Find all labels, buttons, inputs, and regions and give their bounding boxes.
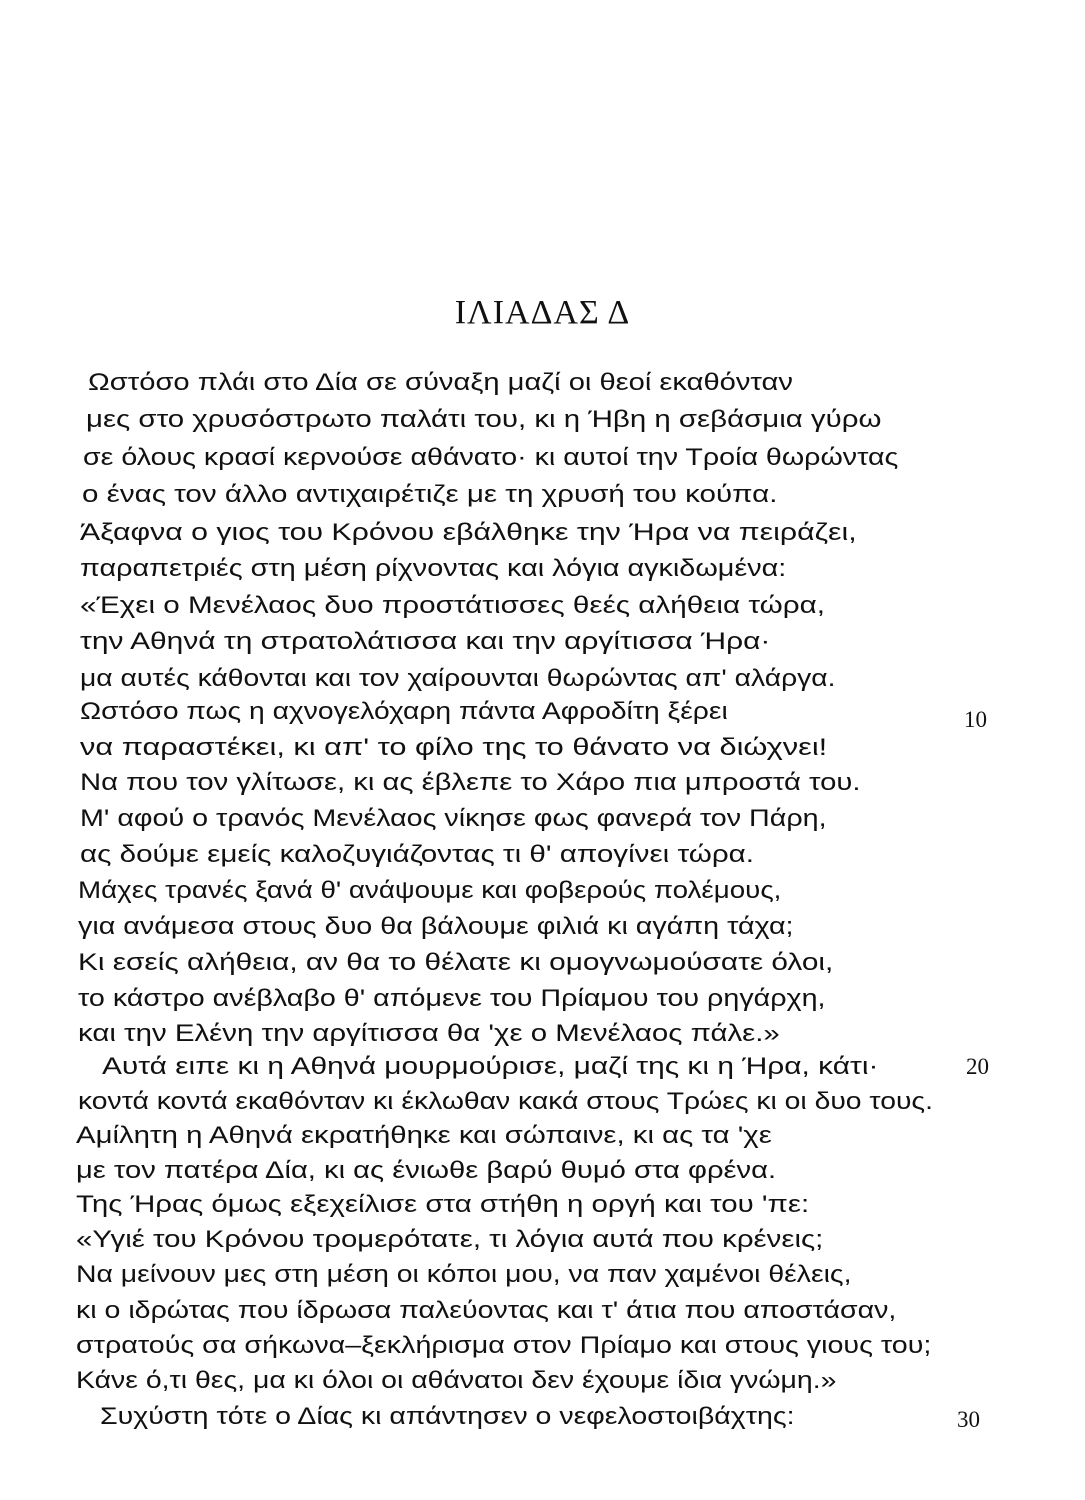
- poem-line: Μάχες τρανές ξανά θ' ανάψουμε και φοβερούς πολέμους,: [78, 877, 782, 904]
- poem-line: παραπετριές στη μέση ρίχνοντας και λόγια αγκιδωμένα:: [80, 555, 787, 582]
- poem-line: Κάνε ό,τι θες, μα κι όλοι οι αθάνατοι δεν έχουμε ίδια γνώμη.»: [76, 1367, 837, 1394]
- poem-line: μα αυτές κάθονται και τον χαίρουνται θωρώντας απ' αλάργα.: [80, 665, 836, 692]
- poem-line: «Έχει ο Μενέλαος δυο προστάτισσες θεές αλήθεια τώρα,: [80, 592, 825, 619]
- poem-line: Κι εσείς αλήθεια, αν θα το θέλατε κι ομογνωμούσατε όλοι,: [78, 949, 834, 976]
- poem-line: ο ένας τον άλλο αντιχαιρέτιζε με τη χρυσή του κούπα.: [82, 481, 778, 508]
- poem-line: «Υγιέ του Κρόνου τρομερότατε, τι λόγια αυτά που κρένεις;: [76, 1226, 824, 1253]
- poem-line: με τον πατέρα Δία, κι ας ένιωθε βαρύ θυμό στα φρένα.: [76, 1157, 777, 1184]
- line-number: 20: [966, 1054, 989, 1079]
- poem-line: Μ' αφού ο τρανός Μενέλαος νίκησε φως φανερά τον Πάρη,: [80, 805, 827, 832]
- poem-line: σε όλους κρασί κερνούσε αθάνατο· κι αυτοί την Τροία θωρώντας: [83, 444, 899, 471]
- poem-line: κοντά κοντά εκαθόνταν κι έκλωθαν κακά στους Τρώες κι οι δυο τους.: [78, 1088, 933, 1115]
- line-number: 10: [964, 707, 987, 732]
- page-title: ΙΛΙΑΔΑΣ Δ: [454, 294, 631, 331]
- poem-line: Άξαφνα ο γιος του Κρόνου εβάλθηκε την Ήρα να πειράζει,: [80, 519, 857, 546]
- poem-line: Ωστόσο πως η αχνογελόχαρη πάντα Αφροδίτη ξέρει: [80, 698, 728, 725]
- line-number: 30: [957, 1407, 980, 1432]
- poem-line: την Αθηνά τη στρατολάτισσα και την αργίτισσα Ήρα·: [80, 628, 771, 655]
- poem-line: Ωστόσο πλάι στο Δία σε σύναξη μαζί οι θεοί εκαθόνταν: [88, 369, 793, 396]
- poem-line: Αυτά ειπε κι η Αθηνά μουρμούρισε, μαζί της κι η Ήρα, κάτι·: [102, 1053, 879, 1080]
- poem-line: το κάστρο ανέβλαβο θ' απόμενε του Πρίαμου του ρηγάρχη,: [78, 985, 826, 1012]
- poem-line: Της Ήρας όμως εξεχείλισε στα στήθη η οργή και του 'πε:: [76, 1191, 810, 1218]
- poem-line: Αμίλητη η Αθηνά εκρατήθηκε και σώπαινε, κι ας τα 'χε: [76, 1122, 772, 1149]
- poem-line: Να που τον γλίτωσε, κι ας έβλεπε το Χάρο πια μπροστά του.: [80, 769, 861, 796]
- poem-line: μες στο χρυσόστρωτο παλάτι του, κι η Ήβη η σεβάσμια γύρω: [86, 406, 882, 433]
- poem-line: κι ο ιδρώτας που ίδρωσα παλεύοντας και τ' άτια που αποστάσαν,: [76, 1297, 897, 1324]
- poem-line: να παραστέκει, κι απ' το φίλο της το θάνατο να διώχνει!: [80, 734, 828, 761]
- poem-line: και την Ελένη την αργίτισσα θα 'χε ο Μενέλαος πάλε.»: [78, 1020, 780, 1047]
- poem-line: στρατούς σα σήκωνα–ξεκλήρισμα στον Πρίαμο και στους γιους του;: [76, 1332, 932, 1359]
- poem-line: για ανάμεσα στους δυο θα βάλουμε φιλιά κι αγάπη τάχα;: [78, 913, 794, 940]
- poem-line: ας δούμε εμείς καλοζυγιάζοντας τι θ' απογίνει τώρα.: [80, 841, 755, 868]
- poem-line: Να μείνουν μες στη μέση οι κόποι μου, να παν χαμένοι θέλεις,: [76, 1261, 852, 1288]
- poem-line: Συχύστη τότε ο Δίας κι απάντησεν ο νεφελοστοιβάχτης:: [100, 1403, 795, 1430]
